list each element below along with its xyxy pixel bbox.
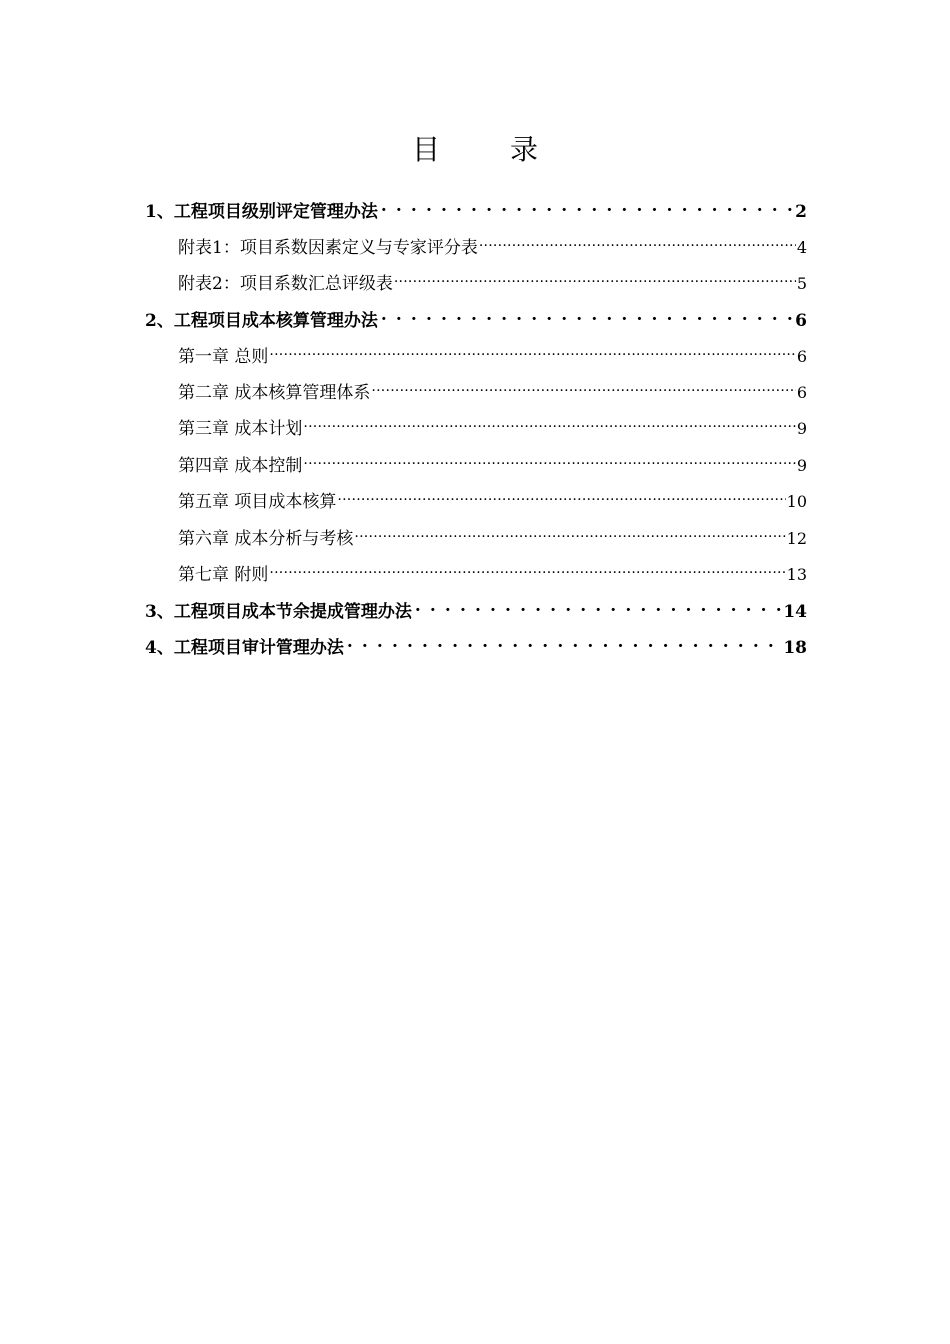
toc-entry-page: 10	[786, 492, 807, 511]
toc-entry-chapter-3[interactable]	[178, 412, 807, 439]
toc-entry-page: 6	[796, 347, 807, 366]
toc-entry-4[interactable]	[145, 631, 807, 658]
toc-entry-appendix-1[interactable]	[178, 231, 807, 258]
toc-entry-page: 12	[786, 529, 807, 548]
toc-entry-text: 1、工程项目级别评定管理办法	[145, 202, 378, 222]
toc-entry-text: 第六章 成本分析与考核	[178, 529, 354, 549]
dot-leader	[379, 304, 794, 326]
toc-entry-text: 第三章 成本计划	[178, 419, 303, 439]
toc-title-char-2: 录	[510, 133, 539, 166]
toc-entry-page: 9	[796, 456, 807, 475]
toc-entry-text: 4、工程项目审计管理办法	[145, 638, 344, 658]
toc-entry-appendix-2[interactable]	[178, 267, 807, 294]
dot-leader	[413, 595, 783, 617]
toc-entry-chapter-7[interactable]	[178, 558, 807, 585]
toc-title-char-1: 目	[411, 133, 440, 166]
toc-entry-3[interactable]	[145, 595, 807, 622]
dot-leader	[269, 340, 795, 362]
toc-entry-text: 第一章 总则	[178, 347, 269, 367]
dot-leader	[345, 631, 783, 653]
dot-leader	[269, 558, 785, 580]
toc-entry-page: 6	[796, 383, 807, 402]
dot-leader	[371, 376, 795, 398]
toc-entry-page: 5	[796, 274, 807, 293]
toc-entry-chapter-4[interactable]	[178, 449, 807, 476]
dot-leader	[354, 522, 785, 544]
toc-entry-chapter-2[interactable]	[178, 376, 807, 403]
dot-leader	[303, 449, 795, 471]
toc-entry-2[interactable]	[145, 304, 807, 331]
toc-entry-1[interactable]	[145, 195, 807, 222]
toc-entry-text: 第四章 成本控制	[178, 456, 303, 476]
toc-entry-chapter-5[interactable]	[178, 485, 807, 512]
toc-entry-text: 第五章 项目成本核算	[178, 492, 337, 512]
toc-entry-page: 2	[795, 202, 807, 222]
dot-leader	[303, 412, 795, 434]
toc-entry-text: 附表2：项目系数汇总评级表	[178, 274, 393, 294]
dot-leader	[379, 195, 794, 217]
toc-entry-chapter-1[interactable]	[178, 340, 807, 367]
toc-entry-page: 14	[783, 602, 807, 622]
dot-leader	[479, 231, 796, 253]
dot-leader	[394, 267, 796, 289]
toc-entry-text: 第七章 附则	[178, 565, 269, 585]
toc-entry-page: 4	[796, 238, 807, 257]
toc-entry-page: 6	[795, 311, 807, 331]
toc-entry-chapter-6[interactable]	[178, 522, 807, 549]
dot-leader	[337, 485, 785, 507]
toc-title	[0, 132, 950, 168]
toc-entry-text: 2、工程项目成本核算管理办法	[145, 311, 378, 331]
toc-entry-page: 13	[786, 565, 807, 584]
toc-entry-text: 3、工程项目成本节余提成管理办法	[145, 602, 412, 622]
toc-entry-text: 第二章 成本核算管理体系	[178, 383, 371, 403]
toc-entry-text: 附表1：项目系数因素定义与专家评分表	[178, 238, 478, 258]
toc-entry-page: 9	[796, 419, 807, 438]
toc-entry-page: 18	[783, 638, 807, 658]
